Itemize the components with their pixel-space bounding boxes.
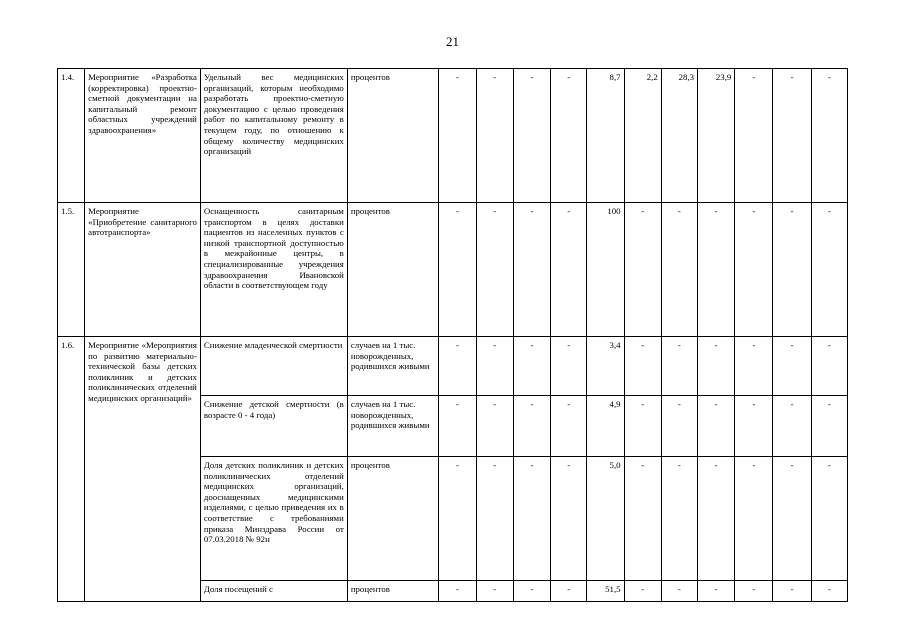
value-cell: - xyxy=(439,337,476,396)
row-number: 1.4. xyxy=(58,69,85,203)
value-cell: 4,9 xyxy=(587,396,624,457)
indicator-unit: процентов xyxy=(347,581,439,602)
indicator-text: Снижение младенческой смертности xyxy=(200,337,347,396)
measure-name: Мероприятие «Разработка (корректировка) проектно-сметной документации на капитальный ремонт областных учреждений здравоохранения» xyxy=(85,69,201,203)
table-row xyxy=(58,203,848,337)
row-number: 1.6. xyxy=(58,337,85,602)
value-cell: - xyxy=(735,581,773,602)
value-cell: - xyxy=(773,69,811,203)
indicator-unit: случаев на 1 тыс. новорожденных, родившихся живыми xyxy=(347,337,439,396)
value-cell: - xyxy=(661,457,697,581)
value-cell: - xyxy=(661,396,697,457)
row-number: 1.5. xyxy=(58,203,85,337)
value-cell: - xyxy=(811,581,847,602)
value-cell: - xyxy=(735,203,773,337)
value-cell: 8,7 xyxy=(587,69,624,203)
value-cell: 2,2 xyxy=(624,69,661,203)
value-cell: - xyxy=(661,337,697,396)
indicator-unit: случаев на 1 тыс. новорожденных, родившихся живыми xyxy=(347,396,439,457)
value-cell: 23,9 xyxy=(698,69,735,203)
value-cell: - xyxy=(735,337,773,396)
indicator-unit: процентов xyxy=(347,457,439,581)
value-cell: - xyxy=(476,457,513,581)
indicator-text: Доля детских поликлиник и детских поликлинических отделений медицинских организаций, дооснащенных медицинскими изделиями, с целью приведения их в соответствие с требованиями приказа Минздрава России от 07.03.2018 № 92н xyxy=(200,457,347,581)
value-cell: 100 xyxy=(587,203,624,337)
indicator-text: Доля посещений с xyxy=(200,581,347,602)
indicator-text: Оснащенность санитарным транспортом в целях доставки пациентов из населенных пунктов с низкой транспортной доступностью в межрайонные центры, в специализированные учреждения здравоохранения Ивановской области в соответствующем году xyxy=(200,203,347,337)
value-cell: - xyxy=(624,396,661,457)
indicator-text: Снижение детской смертности (в возрасте 0 - 4 года) xyxy=(200,396,347,457)
measure-name: Мероприятие «Мероприятия по развитию материально-технической базы детских поликлиник и детских поликлинических отделений медицинских организаций» xyxy=(85,337,201,602)
page-number: 21 xyxy=(446,34,459,49)
value-cell: - xyxy=(811,69,847,203)
indicator-text: Удельный вес медицинских организаций, которым необходимо разработать проектно-сметную документацию с целью проведения работ по капитальному ремонту в текущем году, по отношению к общему количеству медицинских организаций xyxy=(200,69,347,203)
indicator-unit: процентов xyxy=(347,203,439,337)
value-cell: - xyxy=(698,203,735,337)
value-cell: 3,4 xyxy=(587,337,624,396)
table-row xyxy=(58,337,848,396)
value-cell: - xyxy=(773,457,811,581)
value-cell: - xyxy=(773,337,811,396)
table-row xyxy=(58,69,848,203)
value-cell: - xyxy=(735,457,773,581)
value-cell: - xyxy=(735,69,773,203)
value-cell: - xyxy=(476,396,513,457)
value-cell: - xyxy=(513,396,550,457)
value-cell: 28,3 xyxy=(661,69,697,203)
value-cell: - xyxy=(513,69,550,203)
value-cell: - xyxy=(773,581,811,602)
value-cell: - xyxy=(624,457,661,581)
value-cell: - xyxy=(735,396,773,457)
value-cell: - xyxy=(624,203,661,337)
value-cell: - xyxy=(773,396,811,457)
value-cell: - xyxy=(624,337,661,396)
value-cell: - xyxy=(513,581,550,602)
value-cell: - xyxy=(698,337,735,396)
value-cell: - xyxy=(661,581,697,602)
value-cell: - xyxy=(439,581,476,602)
value-cell: - xyxy=(439,203,476,337)
value-cell: - xyxy=(476,203,513,337)
measure-name: Мероприятие «Приобретение санитарного автотранспорта» xyxy=(85,203,201,337)
value-cell: - xyxy=(439,69,476,203)
value-cell: - xyxy=(698,396,735,457)
value-cell: - xyxy=(661,203,697,337)
value-cell: - xyxy=(811,396,847,457)
value-cell: - xyxy=(698,581,735,602)
value-cell: - xyxy=(513,457,550,581)
indicators-table xyxy=(57,68,848,602)
value-cell: - xyxy=(476,581,513,602)
value-cell: - xyxy=(439,457,476,581)
value-cell: - xyxy=(551,337,587,396)
value-cell: - xyxy=(476,337,513,396)
value-cell: - xyxy=(476,69,513,203)
value-cell: - xyxy=(551,396,587,457)
value-cell: - xyxy=(811,337,847,396)
value-cell: - xyxy=(551,581,587,602)
value-cell: - xyxy=(698,457,735,581)
value-cell: - xyxy=(773,203,811,337)
value-cell: - xyxy=(551,69,587,203)
value-cell: - xyxy=(513,203,550,337)
value-cell: - xyxy=(624,581,661,602)
value-cell: - xyxy=(513,337,550,396)
value-cell: - xyxy=(551,203,587,337)
value-cell: - xyxy=(811,203,847,337)
value-cell: 5,0 xyxy=(587,457,624,581)
value-cell: - xyxy=(811,457,847,581)
value-cell: 51,5 xyxy=(587,581,624,602)
value-cell: - xyxy=(439,396,476,457)
indicator-unit: процентов xyxy=(347,69,439,203)
value-cell: - xyxy=(551,457,587,581)
